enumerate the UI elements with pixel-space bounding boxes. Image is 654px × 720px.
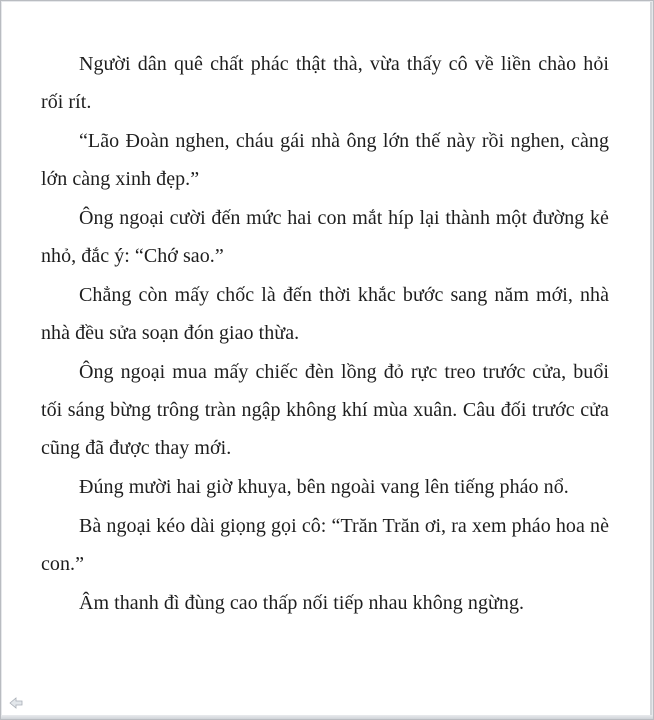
document-page	[41, 45, 609, 623]
paragraph-8: Âm thanh đì đùng cao thấp nối tiếp nhau không ngừng.	[79, 592, 525, 614]
paragraph-2: “Lão Đoàn nghen, cháu gái nhà ông lớn thế này rồi nghen, càng lớn càng xinh đẹp.”	[41, 130, 609, 190]
paragraph-6: Đúng mười hai giờ khuya, bên ngoài vang lên tiếng pháo nổ.	[79, 476, 569, 498]
previous-page-button[interactable]	[9, 697, 23, 709]
paragraph-4: Chẳng còn mấy chốc là đến thời khắc bước sang năm mới, nhà nhà đều sửa soạn đón giao thừa.	[41, 284, 609, 344]
paragraph-3: Ông ngoại cười đến mức hai con mắt híp lại thành một đường kẻ nhỏ, đắc ý: “Chớ sao.”	[41, 207, 609, 267]
paragraph-5: Ông ngoại mua mấy chiếc đèn lồng đỏ rực treo trước cửa, buổi tối sáng bừng trông tràn ngập không khí mùa xuân. Câu đối trước cửa cũng đã được thay mới.	[41, 361, 609, 459]
paragraph-1: Người dân quê chất phác thật thà, vừa thấy cô về liền chào hỏi rối rít.	[41, 53, 609, 113]
window-bottom-edge	[1, 715, 653, 719]
left-arrow-icon	[9, 697, 23, 709]
paragraph-7: Bà ngoại kéo dài giọng gọi cô: “Trăn Trăn ơi, ra xem pháo hoa nè con.”	[41, 515, 609, 575]
